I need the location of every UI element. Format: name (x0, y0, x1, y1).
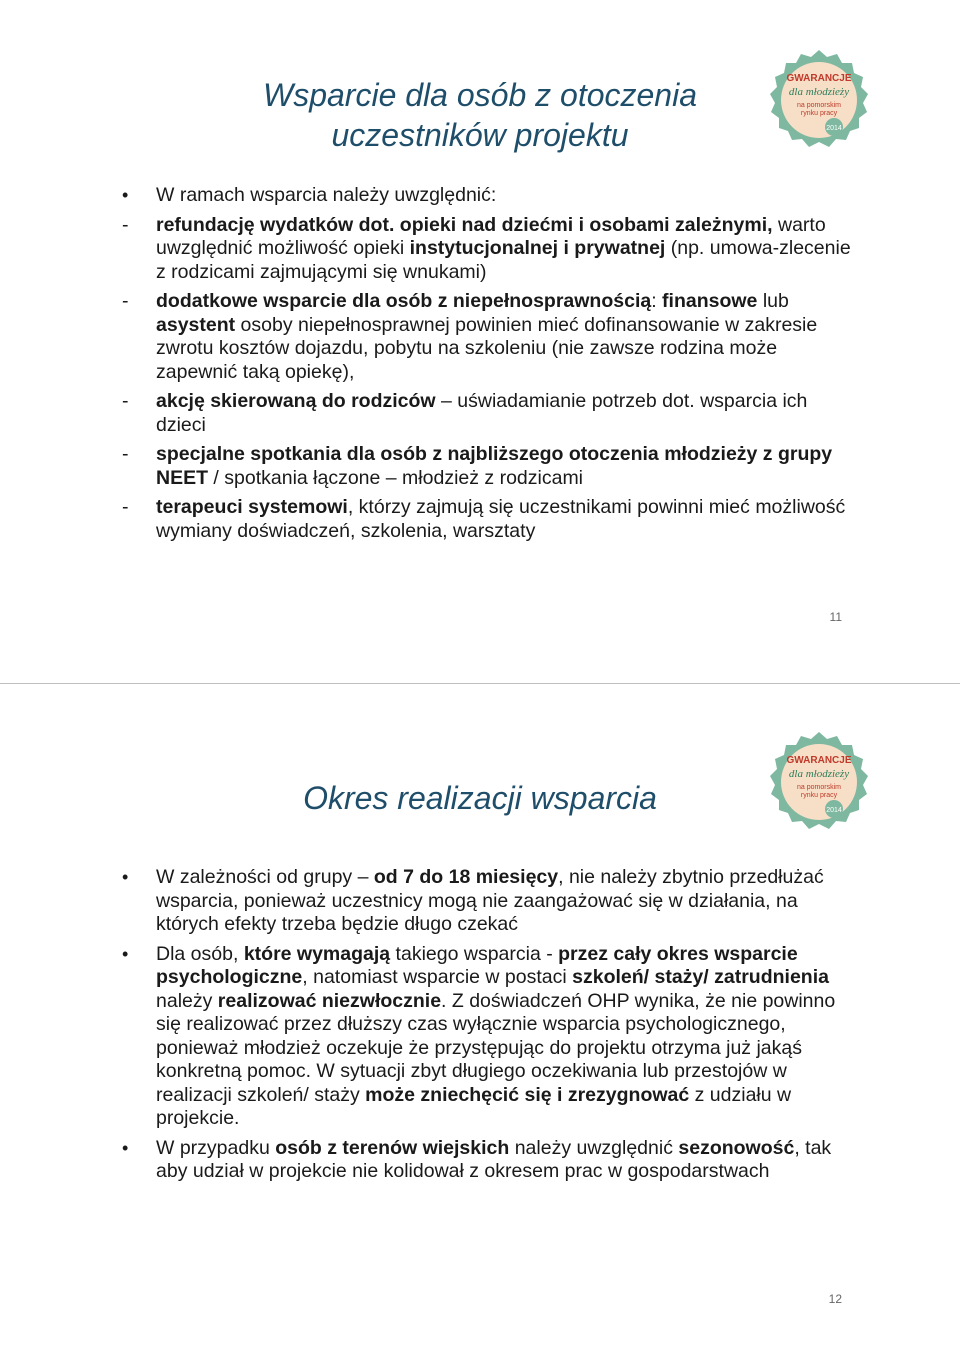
text-run: , tak aby udział w projekcie nie kolidował z okresem prac w gospodarstwach (156, 1136, 832, 1182)
intro-text: W ramach wsparcia należy uwzględnić: (156, 184, 497, 206)
text-run: : (651, 290, 663, 312)
s1-item (122, 496, 862, 543)
item-text (156, 290, 817, 383)
bold-text: realizować niezwłocznie (217, 989, 442, 1012)
bold-text: przez cały okres wsparcie psychologiczne (156, 942, 798, 988)
slide-1-title (78, 75, 882, 155)
slide-1-content (122, 184, 862, 543)
bold-text: finansowe (662, 290, 758, 312)
gwarancje-badge-logo (766, 730, 872, 836)
text-run: należy uwzględnić (509, 1136, 679, 1159)
bold-text: refundację wydatków dot. opieki nad dziećmi i osobami zależnymi, (156, 213, 773, 236)
text-run: (np. umowa-zlecenie z rodzicami zajmującymi się wnukami) (156, 237, 851, 283)
item-text (156, 496, 845, 542)
text-run: należy (156, 989, 218, 1012)
text-run: warto uwzględnić możliwość opieki (156, 213, 826, 259)
dash-marker: - (122, 213, 129, 236)
svg-text:dla młodzieży: dla młodzieży (788, 86, 850, 98)
s1-item (122, 443, 862, 490)
text-run: , nie należy zbytnio przedłużać wsparcia, ponieważ uczestnicy mogą nie zaangażować się w działania, na których efekty trzeba będzie długo czekać (156, 866, 824, 935)
bold-text: od 7 do 18 miesięcy (373, 866, 559, 888)
slide-1-title-line-2: uczestników projektu (331, 117, 629, 153)
text-run: . Z doświadczeń OHP wynika, że nie powinno się realizować przez dłuższy czas wyłącznie wsparcia psychologicznego, ponieważ młodzież oczekuje że przystępując do projektu otrzyma już jakąś konkretną pomoc. W sytuacji zbyt długiego oczekiwania lub przestojów w realizacji szkoleń/ staży (156, 989, 836, 1106)
text-run: lub (757, 290, 789, 312)
bold-text: dodatkowe wsparcie dla osób z niepełnosprawnością (156, 290, 652, 312)
intro-bullet (122, 184, 862, 208)
bold-text: specjalne spotkania dla osób z najbliższego otoczenia młodzieży z grupy NEET (156, 443, 833, 489)
slide-1 (78, 38, 882, 643)
svg-text:na pomorskim: na pomorskim (797, 784, 841, 791)
gwarancje-badge-logo (766, 48, 872, 154)
dash-marker: - (122, 390, 129, 412)
s2-item (122, 943, 862, 1131)
text-run: – uświadamianie potrzeb dot. wsparcia ich dzieci (156, 390, 808, 436)
bullet-icon: • (122, 1137, 129, 1158)
s1-item (122, 290, 862, 384)
bold-text: może zniechęcić się i zrezygnować (365, 1083, 690, 1106)
text-run: W zależności od grupy – (156, 866, 374, 888)
s2-item (122, 1137, 862, 1184)
item-text (156, 443, 832, 489)
svg-text:na pomorskim: na pomorskim (797, 102, 841, 109)
item-text (156, 943, 835, 1130)
page-divider (0, 683, 960, 684)
slide-2-list (122, 866, 862, 1184)
bold-text: szkoleń/ staży/ zatrudnienia (572, 966, 829, 988)
bold-text: które wymagają (243, 942, 391, 965)
dash-marker: - (122, 443, 129, 465)
item-text (156, 1137, 831, 1183)
text-run: takiego wsparcia - (390, 942, 559, 965)
s1-item (122, 390, 862, 437)
bullet-icon: • (122, 867, 129, 887)
bold-text: akcję skierowaną do rodziców (156, 390, 436, 412)
bold-text: asystent (156, 313, 236, 336)
bold-text: osób z terenów wiejskich (275, 1136, 510, 1159)
item-text (156, 390, 807, 436)
svg-text:2014: 2014 (826, 807, 842, 814)
item-text (156, 214, 851, 283)
bullet-icon: • (122, 185, 129, 205)
svg-text:GWARANCJE: GWARANCJE (786, 755, 852, 766)
svg-text:2014: 2014 (826, 125, 842, 132)
item-text (156, 866, 824, 935)
svg-text:GWARANCJE: GWARANCJE (786, 73, 852, 84)
text-run: , natomiast wsparcie w postaci (302, 966, 573, 988)
s1-item (122, 214, 862, 285)
text-run: z udziału w projekcie. (156, 1083, 792, 1129)
s2-item (122, 866, 862, 937)
slide-1-title-line-1: Wsparcie dla osób z otoczenia (263, 77, 697, 113)
dash-marker: - (122, 290, 129, 312)
bold-text: sezonowość (678, 1136, 795, 1159)
bold-text: instytucjonalnej i prywatnej (409, 237, 666, 259)
svg-text:rynku pracy: rynku pracy (800, 110, 838, 117)
text-run: , którzy zajmują się uczestnikami powinni mieć możliwość wymiany doświadczeń, szkolenia, warsztaty (156, 496, 846, 542)
slide-2-title: Okres realizacji wsparcia (303, 780, 657, 816)
text-run: Dla osób, (156, 942, 244, 965)
slide-1-list (122, 214, 862, 544)
svg-text:rynku pracy: rynku pracy (800, 792, 838, 799)
text-run: / spotkania łączone – młodzież z rodzicami (208, 466, 584, 489)
svg-text:dla młodzieży: dla młodzieży (788, 768, 850, 780)
text-run: osoby niepełnosprawnej powinien mieć dofinansowanie w zakresie zwrotu kosztów dojazdu, pobytu na szkoleniu (nie zawsze rodzina może zapewnić taką opiekę), (156, 313, 818, 383)
slide-2 (78, 722, 882, 1328)
page-number: 11 (829, 610, 842, 624)
bullet-icon: • (122, 943, 129, 964)
page-number: 12 (828, 1292, 842, 1306)
dash-marker: - (122, 496, 129, 518)
bold-text: terapeuci systemowi (156, 496, 348, 518)
text-run: W przypadku (156, 1136, 276, 1159)
